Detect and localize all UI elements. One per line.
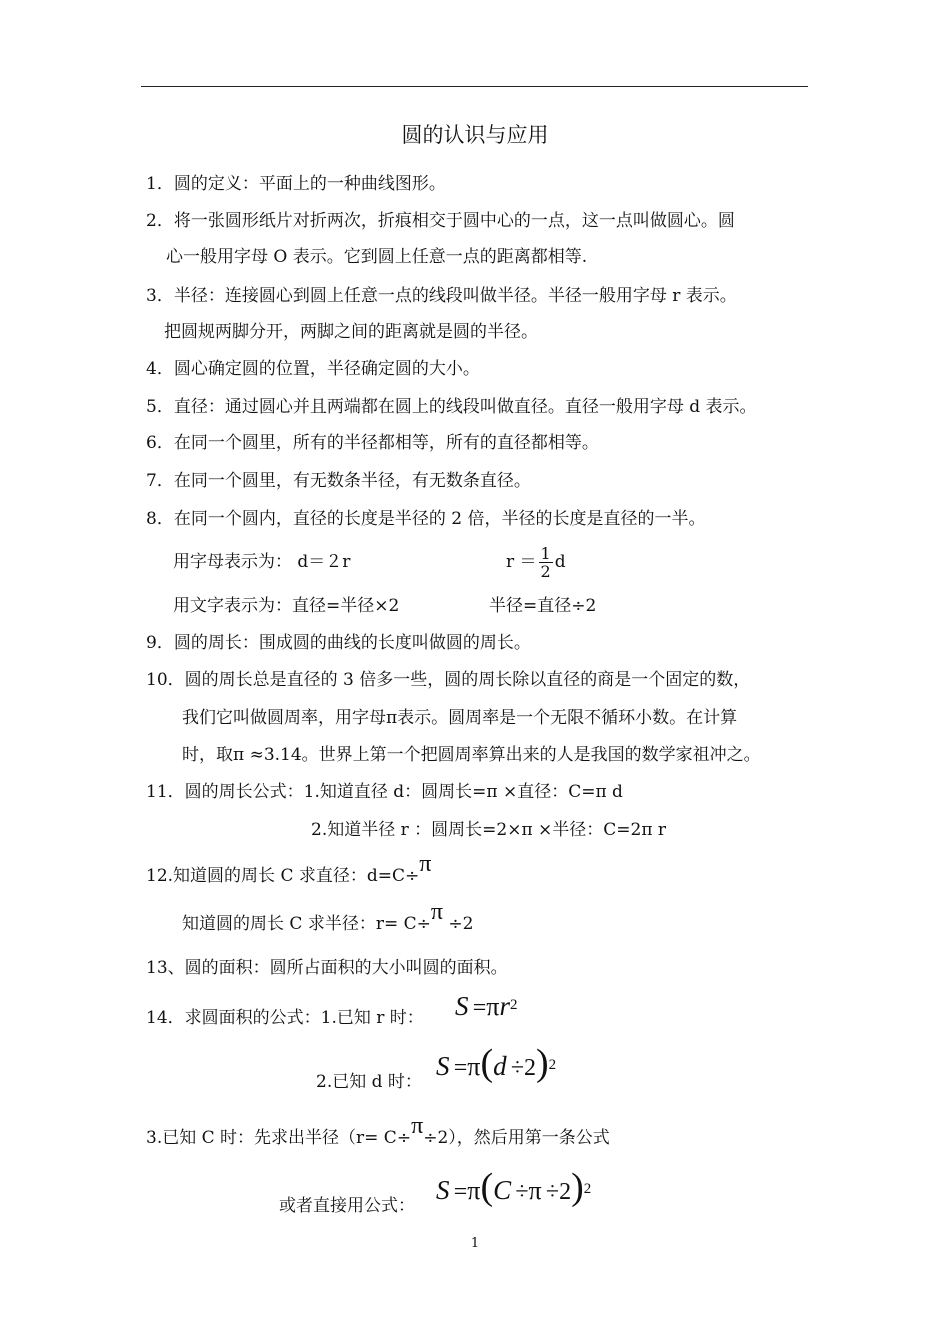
divide-sign: ÷ [404, 866, 420, 886]
formula-pi: π [486, 992, 500, 1021]
item-14-c-text: 3.已知 C 时：先求出半径（r= C [146, 1128, 397, 1148]
item-3-line-2: 把圆规两脚分开，两脚之间的距离就是圆的半径。 [164, 322, 538, 342]
formula-divide: ÷ [515, 1179, 529, 1205]
item-8-word-formula-1: 用文字表示为：直径=半径×2 [173, 596, 400, 616]
item-11-line-1: 11．圆的周长公式：1.知道直径 d：圆周长=π ×直径：C=π d [146, 782, 623, 802]
formula-two: 2 [524, 1055, 537, 1081]
divide-sign: ÷ [416, 914, 431, 934]
formula-right-paren: ) [571, 1166, 584, 1208]
formula-s: S [436, 1051, 450, 1081]
formula-divide: ÷ [545, 1179, 560, 1205]
item-4: 4．圆心确定圆的位置，半径确定圆的大小。 [146, 359, 480, 379]
formula-d: d [493, 1051, 507, 1081]
formula-equals: = [453, 1179, 468, 1205]
formula-divide: ÷ [510, 1055, 525, 1081]
item-1: 1．圆的定义：平面上的一种曲线图形。 [146, 174, 446, 194]
radius-lhs: r ＝ [506, 552, 537, 572]
formula-exponent: 2 [548, 1057, 557, 1073]
item-14-line-3 [146, 1113, 610, 1150]
item-2-line-1: 2．将一张圆形纸片对折两次，折痕相交于圆中心的一点，这一点叫做圆心。圆 [146, 211, 735, 231]
formula-two: 2 [559, 1179, 572, 1205]
formula-exponent: 2 [583, 1181, 592, 1197]
item-14-line-1: 14．求圆面积的公式：1.已知 r 时： [146, 1008, 424, 1028]
header-rule [141, 86, 808, 87]
item-8-letter-formula: 用字母表示为： d＝２r [173, 552, 351, 572]
item-12-radius-tail: ÷2 [442, 914, 474, 934]
item-12-line-1 [146, 851, 432, 888]
formula-s: S [436, 1175, 450, 1205]
formula-left-paren: ( [480, 1166, 494, 1208]
item-8: 8．在同一个圆内，直径的长度是半径的 2 倍，半径的长度是直径的一半。 [146, 509, 706, 529]
pi-symbol: π [419, 851, 432, 877]
item-7: 7．在同一个圆里，有无数条半径，有无数条直径。 [146, 471, 531, 491]
item-9: 9．圆的周长：围成圆的曲线的长度叫做圆的周长。 [146, 633, 531, 653]
formula-s: S [455, 991, 469, 1021]
pi-symbol: π [430, 899, 443, 925]
item-8-radius-formula [506, 542, 566, 582]
pi-symbol: π [411, 1113, 424, 1139]
area-formula-radius [455, 988, 517, 1029]
area-formula-diameter [436, 1040, 556, 1094]
item-14-line-2: 2.已知 d 时： [316, 1072, 422, 1092]
formula-r: r [499, 991, 510, 1021]
half-fraction [539, 545, 553, 580]
item-11-line-2: 2.知道半径 r ：圆周长=2×π ×半径：C=2π r [311, 820, 667, 840]
item-10-line-3: 时，取π ≈3.14。世界上第一个把圆周率算出来的人是我国的数学家祖冲之。 [182, 745, 761, 765]
formula-pi: π [467, 1052, 481, 1081]
formula-pi: π [467, 1176, 481, 1205]
item-12-line-2 [182, 899, 474, 936]
radius-rhs: d [554, 552, 566, 572]
item-14-line-4: 或者直接用公式： [279, 1196, 415, 1216]
item-8-word-formula-2: 半径=直径÷2 [489, 596, 597, 616]
formula-exponent: 2 [509, 997, 518, 1013]
item-13: 13、圆的面积：圆所占面积的大小叫圆的面积。 [146, 958, 508, 978]
formula-c: C [493, 1175, 512, 1205]
page-title: 圆的认识与应用 [401, 123, 549, 147]
fraction-numerator: 1 [540, 544, 551, 563]
formula-right-paren: ) [536, 1042, 549, 1084]
item-2-line-2: 心一般用字母 O 表示。它到圆上任意一点的距离都相等. [166, 247, 588, 267]
item-6: 6．在同一个圆里，所有的半径都相等，所有的直径都相等。 [146, 433, 599, 453]
item-12-diameter-text: 12.知道圆的周长 C 求直径：d=C [146, 866, 405, 886]
formula-left-paren: ( [480, 1042, 494, 1084]
area-formula-circumference [436, 1164, 591, 1218]
divide-sign: ÷ [396, 1128, 412, 1148]
item-14-c-tail: ÷2），然后用第一条公式 [423, 1128, 610, 1148]
formula-pi: π [528, 1176, 542, 1205]
formula-equals: = [472, 995, 487, 1021]
page-number: 1 [470, 1236, 480, 1251]
fraction-denominator: 2 [540, 562, 551, 581]
formula-equals: = [453, 1055, 468, 1081]
item-10-line-2: 我们它叫做圆周率，用字母π表示。圆周率是一个无限不循环小数。在计算 [182, 708, 738, 728]
item-10-line-1: 10．圆的周长总是直径的 3 倍多一些，圆的周长除以直径的商是一个固定的数， [146, 670, 751, 690]
item-3-line-1: 3．半径：连接圆心到圆上任意一点的线段叫做半径。半径一般用字母 r 表示。 [146, 286, 737, 306]
item-12-radius-text: 知道圆的周长 C 求半径：r= C [182, 914, 417, 934]
item-5: 5．直径：通过圆心并且两端都在圆上的线段叫做直径。直径一般用字母 d 表示。 [146, 397, 757, 417]
